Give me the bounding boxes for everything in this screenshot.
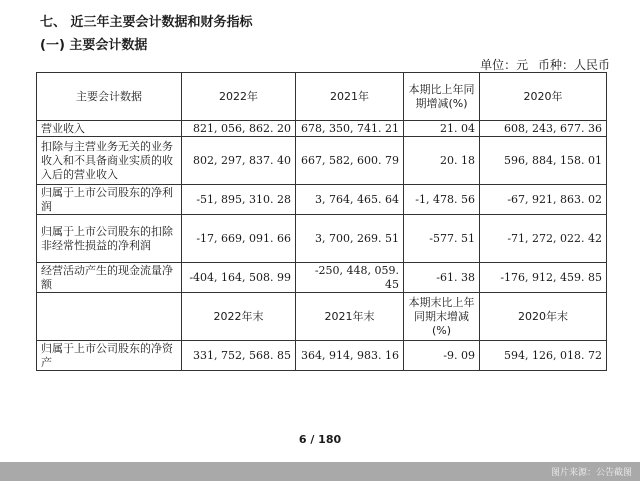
table-row [37,263,607,293]
cell-2021: -250, 448, 059. 45 [296,263,404,293]
header-col-2022-end: 2022年末 [182,293,296,341]
cell-2021: 364, 914, 983. 16 [296,341,404,371]
row-label: 归属于上市公司股东的净资产 [37,341,182,371]
table-subheader-row [37,293,607,341]
table-row [37,185,607,215]
cell-change: 20. 18 [404,137,480,185]
cell-2020: -71, 272, 022. 42 [480,215,607,263]
table-header-row [37,73,607,121]
row-label: 营业收入 [37,121,182,137]
header-col-2020: 2020年 [480,73,607,121]
cell-2022: -404, 164, 508. 99 [182,263,296,293]
cell-change: -577. 51 [404,215,480,263]
currency-label: 币种：人民币 [537,58,610,72]
cell-2022: 802, 297, 837. 40 [182,137,296,185]
cell-2021: 667, 582, 600. 79 [296,137,404,185]
section-title: 七、 近三年主要会计数据和财务指标 [40,15,253,30]
cell-2020: 608, 243, 677. 36 [480,121,607,137]
cell-2021: 3, 700, 269. 51 [296,215,404,263]
header-col-2022: 2022年 [182,73,296,121]
cell-change: 21. 04 [404,121,480,137]
table-row [37,341,607,371]
table-row [37,121,607,137]
cell-2021: 3, 764, 465. 64 [296,185,404,215]
row-label: 归属于上市公司股东的扣除非经常性损益的净利润 [37,215,182,263]
sub-title: (一) 主要会计数据 [40,38,148,53]
header-col-2021-end: 2021年末 [296,293,404,341]
table-row [37,137,607,185]
cell-2020: 596, 884, 158. 01 [480,137,607,185]
page-number: 6 / 180 [298,433,342,446]
row-label: 归属于上市公司股东的净利润 [37,185,182,215]
image-source-credit: 图片来源：公告截图 [550,468,632,478]
cell-2022: 821, 056, 862. 20 [182,121,296,137]
header-item: 主要会计数据 [37,73,182,121]
cell-2022: -17, 669, 091. 66 [182,215,296,263]
cell-2020: -67, 921, 863. 02 [480,185,607,215]
row-label: 扣除与主营业务无关的业务收入和不具备商业实质的收入后的营业收入 [37,137,182,185]
cell-2020: 594, 126, 018. 72 [480,341,607,371]
cell-change: -61. 38 [404,263,480,293]
header-col-change: 本期比上年同期增减(%) [404,73,480,121]
header-col-change-end: 本期末比上年同期末增减(%) [404,293,480,341]
unit-label: 单位：元 [480,58,529,72]
cell-change: -9. 09 [404,341,480,371]
cell-2022: -51, 895, 310. 28 [182,185,296,215]
row-label: 经营活动产生的现金流量净额 [37,263,182,293]
unit-line [474,56,610,73]
cell-change: -1, 478. 56 [404,185,480,215]
table-row [37,215,607,263]
financial-data-table [36,72,607,371]
footer-bar [0,462,640,481]
cell-2021: 678, 350, 741. 21 [296,121,404,137]
header-col-2020-end: 2020年末 [480,293,607,341]
cell-2022: 331, 752, 568. 85 [182,341,296,371]
header-col-2021: 2021年 [296,73,404,121]
header-item-empty [37,293,182,341]
cell-2020: -176, 912, 459. 85 [480,263,607,293]
